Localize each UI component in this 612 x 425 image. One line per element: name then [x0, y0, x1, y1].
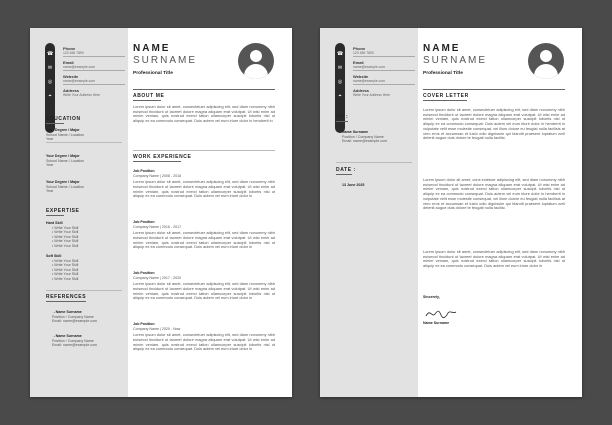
- reference-position: Position / Company Name: [52, 338, 94, 343]
- professional-title: Professional Title: [133, 71, 173, 76]
- closing: Sincerely,: [423, 295, 440, 299]
- experience-heading: WORK EXPERIENCE: [133, 154, 192, 160]
- surname: SURNAME: [133, 55, 198, 66]
- reference-name: →Name Surname: [52, 310, 82, 314]
- contact-value: 123 456 7890: [63, 51, 84, 55]
- job-position: Job Position: [133, 271, 155, 275]
- contact-address: [353, 88, 415, 97]
- divider: [353, 84, 415, 85]
- contact-value: name@example.com: [353, 79, 386, 83]
- name: NAME: [133, 43, 171, 54]
- school: School Name / Location: [46, 158, 85, 163]
- location-icon: ⌖: [338, 93, 342, 99]
- contact-value: name@example.com: [353, 65, 386, 69]
- divider: [353, 70, 415, 71]
- degree: Your Degree / Major: [46, 180, 80, 184]
- skill-item: • Write Your Skill: [52, 267, 79, 272]
- contact-label: Website: [63, 74, 79, 79]
- school: School Name / Location: [46, 184, 85, 189]
- skill-item: • Write Your Skill: [52, 272, 79, 277]
- date-heading: DATE :: [336, 167, 356, 173]
- skill-item: • Write Your Skill: [52, 239, 79, 244]
- soft-skill-label: Soft Skill: [46, 254, 62, 258]
- to-heading: TO :: [336, 114, 349, 120]
- skill-item: • Write Your Skill: [52, 230, 79, 235]
- email-icon: ✉: [47, 65, 53, 71]
- school: School Name / Location: [46, 132, 85, 137]
- education-heading: EDUCATION: [46, 116, 81, 122]
- year: Year: [46, 137, 54, 142]
- job-description: Lorem ipsum dolor sit amet, consectetuer adipiscing elit, sed diam nonummy nibh euismod tincidunt ut laoreet dolore magna aliquam erat volutpat. Ut wisi enim ad minim veniam, quis nostrud exerci tation ullamcorper suscipit lobortis nisl ut aliquip ex ea commodo consequat. Duis autem vel eum iriure dolor in: [133, 332, 275, 352]
- job-description: Lorem ipsum dolor sit amet, consectetuer adipiscing elit, sed diam nonummy nibh euismod tincidunt ut laoreet dolore magna aliquam erat volutpat. Ut wisi enim ad minim veniam, quis nostrud exerci tation ullamcorper suscipit lobortis nisl ut aliquip ex ea commodo consequat. Duis autem vel eum iriure dolor in: [133, 281, 275, 301]
- skill-item: • Write Your Skill: [52, 276, 79, 281]
- professional-title: Professional Title: [423, 71, 463, 76]
- contact-email: [353, 60, 415, 71]
- contact-value: Write Your Address Here: [353, 93, 391, 97]
- divider: [46, 215, 64, 216]
- divider: [423, 100, 467, 101]
- website-icon: ◎: [337, 79, 343, 85]
- reference-item: [52, 310, 127, 324]
- contact-website: [353, 74, 415, 85]
- contact-phone: [63, 46, 125, 57]
- recipient-position: Position / Company Name: [342, 134, 384, 139]
- name: NAME: [423, 43, 461, 54]
- contact-label: Phone: [63, 46, 76, 51]
- divider: [133, 89, 275, 90]
- recipient: [342, 130, 417, 144]
- divider: [353, 56, 415, 57]
- divider: [336, 174, 352, 175]
- job-position: Job Position: [133, 322, 155, 326]
- divider: [46, 142, 122, 143]
- email-icon: ✉: [337, 65, 343, 71]
- contact-label: Website: [353, 74, 369, 79]
- contact-label: Address: [63, 88, 80, 93]
- reference-email: Email: name@example.com: [52, 319, 97, 324]
- education-item: [46, 180, 126, 194]
- hard-skills: [46, 221, 126, 249]
- signature-icon: [424, 306, 458, 320]
- skill-item: • Write Your Skill: [52, 225, 79, 230]
- contact-label: Address: [353, 88, 370, 93]
- surname: SURNAME: [423, 55, 488, 66]
- skill-item: • Write Your Skill: [52, 243, 79, 248]
- skill-item: • Write Your Skill: [52, 234, 79, 239]
- contact-website: [63, 74, 125, 85]
- education-item: [46, 128, 126, 142]
- reference-email: Email: name@example.com: [52, 343, 97, 348]
- job-company: Company Name | 2016 - 2017: [133, 224, 182, 229]
- divider: [46, 123, 64, 124]
- signature-name: Name Surname: [423, 321, 450, 325]
- year: Year: [46, 163, 54, 168]
- reference-name: →Name Surname: [52, 334, 82, 338]
- year: Year: [46, 189, 54, 194]
- divider: [336, 121, 348, 122]
- degree: Your Degree / Major: [46, 154, 80, 158]
- contact-email: [63, 60, 125, 71]
- reference-item: [52, 334, 127, 348]
- contact-value: name@example.com: [63, 79, 96, 83]
- job-position: Job Position: [133, 220, 155, 224]
- divider: [336, 162, 412, 163]
- recipient-name: Name Surname: [342, 130, 369, 134]
- contact-address: [63, 88, 125, 97]
- reference-position: Position / Company Name: [52, 314, 94, 319]
- cover-letter-heading: COVER LETTER: [423, 93, 469, 99]
- degree: Your Degree / Major: [46, 128, 80, 132]
- contact-value: 123 456 7890: [353, 51, 374, 55]
- skill-item: • Write Your Skill: [52, 258, 79, 263]
- job-item: [133, 220, 275, 250]
- contact-label: Email: [353, 60, 364, 65]
- divider: [46, 290, 122, 291]
- divider: [133, 150, 275, 151]
- job-item: [133, 322, 275, 352]
- education-item: [46, 154, 126, 168]
- letter-paragraph: Lorem ipsum dolor sit amet, consectetuer adipiscing elit, sed diam nonummy nibh euismod tincidunt ut laoreet dolore magna aliquam erat volutpat. Ut wisi enim ad minim veniam, quis nostrud exerci tation ullamcorper suscipit lobortis nisl ut aliquip ex ea commodo consequat. Duis autem vel eum iriure dolor in: [423, 249, 565, 269]
- references-heading: REFERENCES: [46, 294, 87, 300]
- contact-phone: [353, 46, 415, 57]
- letter-date: 13 June 2025: [342, 183, 365, 187]
- job-company: Company Name | 2008 - 2016: [133, 173, 182, 178]
- divider: [63, 56, 125, 57]
- location-icon: ⌖: [48, 93, 52, 99]
- about-text: Lorem ipsum dolor sit amet, consectetuer adipiscing elit, sed diam nonummy nibh euismod tincidunt ut laoreet dolore magna aliquam erat volutpat. Ut wisi enim ad minim veniam, quis nostrud exerci tation ullamcorper suscipit lobortis nisl ut aliquip ex ea commodo consequat. Duis autem vel eum iriure dolor in hendrerit in: [133, 104, 275, 124]
- avatar-icon: [528, 43, 564, 79]
- expertise-heading: EXPERTISE: [46, 208, 80, 214]
- divider: [46, 301, 86, 302]
- contact-value: name@example.com: [63, 65, 96, 69]
- cover-letter-page: [320, 28, 582, 397]
- contact-label: Email: [63, 60, 74, 65]
- divider: [133, 100, 161, 101]
- contact-value: Write Your Address Here: [63, 93, 101, 97]
- avatar-icon: [238, 43, 274, 79]
- divider: [63, 70, 125, 71]
- divider: [133, 161, 181, 162]
- job-description: Lorem ipsum dolor sit amet, consectetuer adipiscing elit, sed diam nonummy nibh euismod tincidunt ut laoreet dolore magna aliquam erat volutpat. Ut wisi enim ad minim veniam, quis nostrud exerci tation ullamcorper suscipit lobortis nisl ut aliquip ex ea commodo consequat. Duis autem vel eum iriure dolor in: [133, 179, 275, 199]
- job-item: [133, 169, 275, 199]
- divider: [63, 84, 125, 85]
- phone-icon: ☎: [337, 51, 344, 57]
- resume-page: [30, 28, 292, 397]
- website-icon: ◎: [47, 79, 53, 85]
- letter-paragraph: Lorem ipsum dolor sit amet, cons ectetuer adipiscing elit, sed diam nonummy nibh euismod tincidunt ut laoreet dolore magna aliquam erat volutpat. Ut wisi enim ad minim veniam, quis nostrud exerci tation ullamcorper suscipit lobortis nisl ut aliquip ex ea commodo consequat. Duis autem vel eum iriure dolor in hendrerit in vulputate velit esse molestie consequat, vel illum dolore eu feugiat nulla facilisis at vero eros et accumsan et iusto odio dignissim qui blandit praesent luptatum zzril delenit augue duis dolore te feugait nulla facilisi.: [423, 177, 565, 211]
- skill-item: • Write Your Skill: [52, 263, 79, 268]
- hard-skill-label: Hard Skill: [46, 221, 63, 225]
- job-company: Company Name | 2020 - Now: [133, 326, 181, 331]
- phone-icon: ☎: [47, 51, 54, 57]
- divider: [423, 89, 565, 90]
- letter-paragraph: Lorem ipsum dolor sit amet, consectetuer adipiscing elit, sed diam nonummy nibh euismod tincidunt ut laoreet dolore magna aliquam erat volutpat. Ut wisi enim ad minim veniam, quis nostrud exerci tation ullamcorper suscipit lobortis nisl ut aliquip ex ea commodo consequat. Duis autem vel eum iriure dolor in hendrerit in vulputate velit esse molestie consequat, vel illum dolore eu feugiat nulla facilisis at vero eros et accumsan et iusto odio dignissim qui blandit praesent luptatum zzril delenit augue duis dolore te feugait nulla facilisi.: [423, 107, 565, 141]
- contact-label: Phone: [353, 46, 366, 51]
- recipient-email: Email: name@example.com: [342, 139, 387, 144]
- job-company: Company Name | 2017 - 2020: [133, 275, 182, 280]
- about-heading: ABOUT ME: [133, 93, 165, 99]
- job-position: Job Position: [133, 169, 155, 173]
- job-item: [133, 271, 275, 301]
- job-description: Lorem ipsum dolor sit amet, consectetuer adipiscing elit, sed diam nonummy nibh euismod tincidunt ut laoreet dolore magna aliquam erat volutpat. Ut wisi enim ad minim veniam, quis nostrud exerci tation ullamcorper suscipit lobortis nisl ut aliquip ex ea commodo consequat. Duis autem vel eum iriure dolor in: [133, 230, 275, 250]
- soft-skills: [46, 254, 126, 282]
